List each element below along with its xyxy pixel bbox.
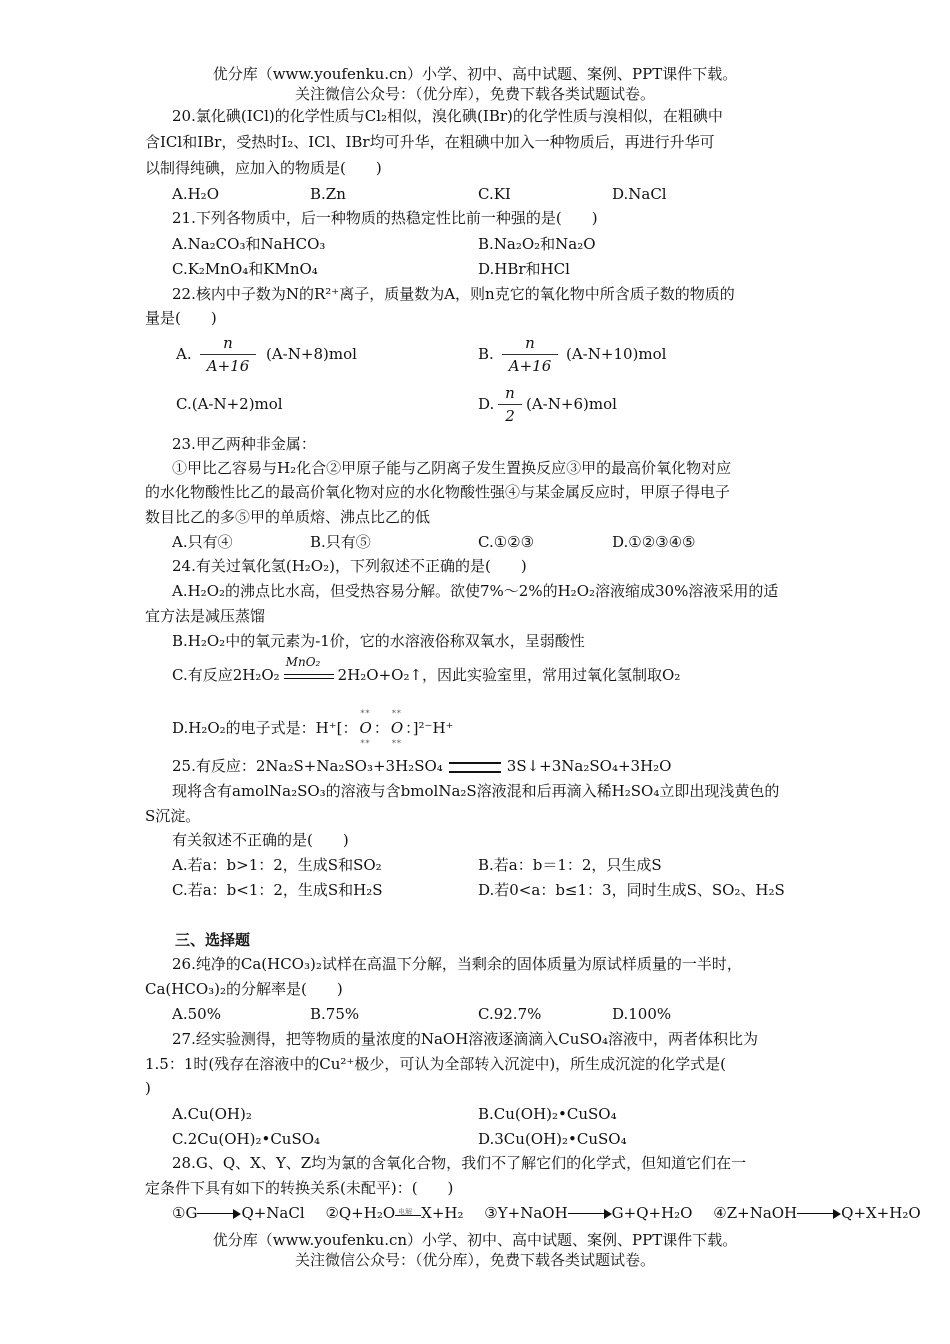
q24-option-b: B.H₂O₂中的氧元素为-1价，它的水溶液俗称双氧水，呈弱酸性 <box>172 632 585 650</box>
q21-option-a: A.Na₂CO₃和NaHCO₃ <box>172 235 326 253</box>
q22-a-numerator: n <box>200 334 256 355</box>
q20-option-b: B.Zn <box>310 185 346 203</box>
q25-equation <box>172 756 671 776</box>
equals-sign <box>395 1215 421 1216</box>
q22-d-numerator: n <box>498 384 522 405</box>
q26-option-d: D.100% <box>612 1005 672 1023</box>
q23-stem: 23.甲乙两种非金属： <box>172 435 316 453</box>
section-heading: 三、选择题 <box>175 931 251 949</box>
q24-option-d <box>172 709 454 748</box>
header-line-2: 关注微信公众号：（优分库），免费下载各类试题试卷。 <box>294 85 655 103</box>
q28-r4-right: Q+X+H₂O <box>841 1204 921 1222</box>
header-line-1: 优分库（www.youfenku.cn）小学、初中、高中试题、案例、PPT课件下载。 <box>212 65 738 83</box>
q22-b-numerator: n <box>502 334 558 355</box>
q22-option-a-tail: (A-N+8)mol <box>266 345 357 363</box>
q26-option-b: B.75% <box>310 1005 360 1023</box>
q23-option-d: D.①②③④⑤ <box>612 533 696 551</box>
q22-option-b-fraction <box>502 334 558 375</box>
q28-r3-left: ③Y+NaOH <box>484 1204 568 1222</box>
q23-line-3: 数目比乙的多⑤甲的单质熔、沸点比乙的低 <box>145 508 431 526</box>
q20-option-c: C.KI <box>478 185 511 203</box>
q27-line-2: 1.5：1时(残存在溶液中的Cu²⁺极少，可认为全部转入沉淀中)，所生成沉淀的化学式是( <box>145 1055 727 1073</box>
arrow-icon <box>797 1209 841 1219</box>
q20-line-3: 以制得纯碘，应加入的物质是( ) <box>145 159 382 177</box>
q24-option-a-line-1: A.H₂O₂的沸点比水高，但受热容易分解。欲使7%～2%的H₂O₂溶液缩成30%溶液采用的适 <box>172 582 779 600</box>
equals-sign <box>449 762 501 773</box>
q22-d-denominator: 2 <box>505 407 515 425</box>
q24-d-prefix: D.H₂O₂的电子式是：H⁺[： <box>172 719 358 737</box>
q27-option-d: D.3Cu(OH)₂•CuSO₄ <box>478 1130 627 1148</box>
q21-option-b: B.Na₂O₂和Na₂O <box>478 235 596 253</box>
q24-stem: 24.有关过氧化氢(H₂O₂)，下列叙述不正确的是( ) <box>172 557 527 575</box>
q27-option-c: C.2Cu(OH)₂•CuSO₄ <box>172 1130 321 1148</box>
q20-line-1: 20.氯化碘(ICl)的化学性质与Cl₂相似，溴化碘(IBr)的化学性质与溴相似，在粗碘中 <box>172 107 723 125</box>
q25-option-a: A.若a：b>1：2，生成S和SO₂ <box>172 856 382 874</box>
q20-line-2: 含ICl和IBr，受热时I₂、ICl、IBr均可升华，在粗碘中加入一种物质后，再进行升华可 <box>145 133 715 151</box>
q28-line-2: 定条件下具有如下的转换关系(未配平)：( ) <box>145 1179 454 1197</box>
q24-d-oxygen-1: ** O ** <box>358 718 374 738</box>
q25-line-2: S沉淀。 <box>145 807 201 825</box>
q28-r4-left: ④Z+NaOH <box>713 1204 798 1222</box>
q26-line-2: Ca(HCO₃)₂的分解率是( ) <box>145 980 343 998</box>
q26-option-c: C.92.7% <box>478 1005 542 1023</box>
q25-eq-left: 25.有反应：2Na₂S+Na₂SO₃+3H₂SO₄ <box>172 757 443 775</box>
q22-line-2: 量是( ) <box>145 309 217 327</box>
q27-line-3: ) <box>145 1079 151 1097</box>
q22-b-denominator: A+16 <box>508 357 552 375</box>
q25-line-3: 有关叙述不正确的是( ) <box>172 831 349 849</box>
q22-option-d-tail: (A-N+6)mol <box>526 395 617 413</box>
q22-option-d-fraction <box>498 384 522 425</box>
q20-option-a: A.H₂O <box>172 185 219 203</box>
q24-c-catalyst-arrow <box>284 655 334 685</box>
q28-line-1: 28.G、Q、X、Y、Z均为氯的含氧化合物，我们不了解它们的化学式，但知道它们在一 <box>172 1154 747 1172</box>
q24-d-suffix: ：]²⁻H⁺ <box>405 719 454 737</box>
lone-pair-dots: ** <box>360 739 371 748</box>
footer-line-2: 关注微信公众号：（优分库），免费下载各类试题试卷。 <box>294 1251 655 1269</box>
q25-line-1: 现将含有amolNa₂SO₃的溶液与含bmolNa₂S溶液混和后再滴入稀H₂SO₄立即出现浅黄色的 <box>172 782 780 800</box>
q24-c-suffix: 2H₂O+O₂↑，因此实验室里，常用过氧化氢制取O₂ <box>337 666 681 684</box>
q21-stem: 21.下列各物质中，后一种物质的热稳定性比前一种强的是( ) <box>172 209 598 227</box>
lone-pair-dots: ** <box>391 709 402 718</box>
q23-line-2: 的水化物酸性比乙的最高价氧化物对应的水化物酸性强④与某金属反应时，甲原子得电子 <box>145 483 731 501</box>
equals-sign <box>284 674 334 679</box>
q27-line-1: 27.经实验测得，把等物质的量浓度的NaOH溶液逐滴滴入CuSO₄溶液中，两者体积比为 <box>172 1030 759 1048</box>
q28-r2-right: X+H₂ <box>421 1204 464 1222</box>
q27-option-b: B.Cu(OH)₂•CuSO₄ <box>478 1105 617 1123</box>
q21-option-d: D.HBr和HCl <box>478 260 570 278</box>
q25-option-b: B.若a：b＝1：2，只生成S <box>478 856 662 874</box>
q21-option-c: C.K₂MnO₄和KMnO₄ <box>172 260 318 278</box>
q28-r1-right: Q+NaCl <box>241 1204 305 1222</box>
lone-pair-dots: ** <box>391 739 402 748</box>
q22-line-1: 22.核内中子数为N的R²⁺离子，质量数为A，则n克它的氧化物中所含质子数的物质的 <box>172 285 735 303</box>
q28-reactions <box>172 1203 921 1223</box>
q22-option-a-fraction <box>200 334 256 375</box>
q22-option-d-label: D. <box>478 395 495 413</box>
q27-option-a: A.Cu(OH)₂ <box>172 1105 252 1123</box>
q22-option-b-label: B. <box>478 345 494 363</box>
q22-option-b-tail: (A-N+10)mol <box>566 345 667 363</box>
q23-line-1: ①甲比乙容易与H₂化合②甲原子能与乙阴离子发生置换反应③甲的最高价氧化物对应 <box>172 459 732 477</box>
q26-option-a: A.50% <box>172 1005 221 1023</box>
q28-r1-left: ①G <box>172 1204 198 1222</box>
q24-d-colon: ： <box>373 719 389 737</box>
q24-option-a-line-2: 宜方法是减压蒸馏 <box>145 607 266 625</box>
q22-option-a-label: A. <box>176 345 192 363</box>
q28-r3-right: G+Q+H₂O <box>611 1204 693 1222</box>
q28-r2-left: ②Q+H₂O <box>325 1204 396 1222</box>
q25-eq-right: 3S↓+3Na₂SO₄+3H₂O <box>506 757 672 775</box>
q24-d-oxygen-2: ** O ** <box>389 718 405 738</box>
q23-option-b: B.只有⑤ <box>310 533 371 551</box>
q24-option-c <box>172 655 681 685</box>
arrow-icon <box>568 1209 612 1219</box>
q25-option-c: C.若a：b<1：2，生成S和H₂S <box>172 881 383 899</box>
q28-r2-condition: 电解 <box>398 1208 413 1216</box>
arrow-icon <box>197 1209 241 1219</box>
q24-c-prefix: C.有反应2H₂O₂ <box>172 666 280 684</box>
q24-c-catalyst: MnO₂ <box>285 655 321 669</box>
footer-line-1: 优分库（www.youfenku.cn）小学、初中、高中试题、案例、PPT课件下载。 <box>212 1231 738 1249</box>
q22-option-c: C.(A-N+2)mol <box>176 395 283 413</box>
q22-a-denominator: A+16 <box>206 357 250 375</box>
q23-option-c: C.①②③ <box>478 533 535 551</box>
q23-option-a: A.只有④ <box>172 533 233 551</box>
lone-pair-dots: ** <box>360 709 371 718</box>
q28-r2-electrolysis <box>395 1206 421 1222</box>
q25-option-d: D.若0<a：b≤1：3，同时生成S、SO₂、H₂S <box>478 881 785 899</box>
q26-line-1: 26.纯净的Ca(HCO₃)₂试样在高温下分解，当剩余的固体质量为原试样质量的一半时， <box>172 955 742 973</box>
q20-option-d: D.NaCl <box>612 185 667 203</box>
